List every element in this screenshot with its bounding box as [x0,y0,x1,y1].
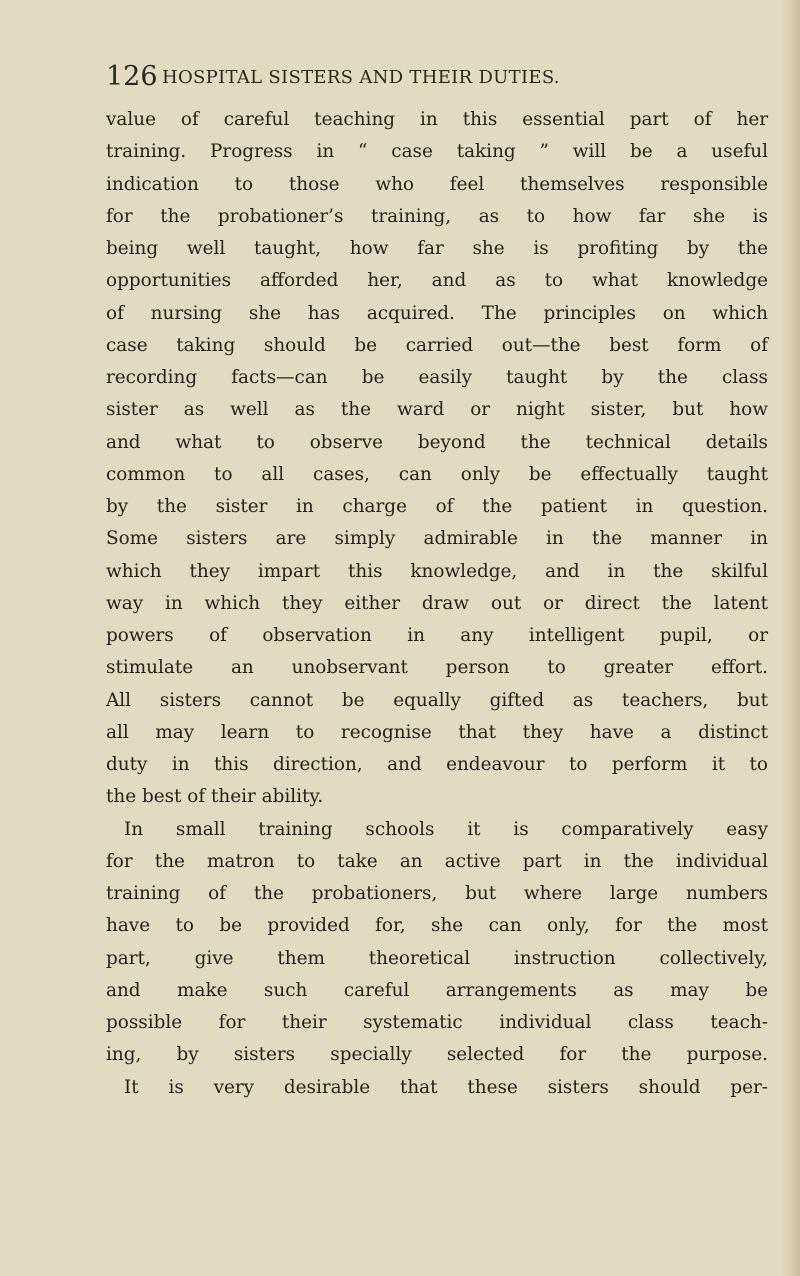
text-line: recording facts—can be easily taught by the class [106,367,768,388]
text-line: and make such careful arrangements as may be [106,979,768,1001]
body-text [106,104,768,1104]
text-line: duty in this direction, and endeavour to perform it to [106,754,768,775]
text-line: being well taught, how far she is profiting by the [106,238,768,259]
text-line: ing, by sisters specially selected for the purpose. [106,1044,768,1066]
text-line: training of the probationers, but where large numbers [106,883,768,904]
text-line: which they impart this knowledge, and in the skilful [106,560,768,582]
text-line: possible for their systematic individual class teach- [106,1012,768,1033]
page-header [106,60,706,94]
paragraph-start-line: In small training schools it is comparatively easy [124,818,768,840]
text-line: stimulate an unobservant person to greater effort. [106,657,768,679]
running-head: HOSPITAL SISTERS AND THEIR DUTIES. [162,67,560,88]
text-line: part, give them theoretical instruction collectively, [106,947,768,969]
text-line: indication to those who feel themselves responsible [106,173,768,195]
text-line: All sisters cannot be equally gifted as teachers, but [106,689,768,711]
text-line: sister as well as the ward or night sister, but how [106,399,768,421]
page-number: 126 [106,61,158,92]
text-line: powers of observation in any intelligent pupil, or [106,625,768,646]
text-line: have to be provided for, she can only, for the most [106,915,768,937]
text-line: of nursing she has acquired. The principles on which [106,302,768,324]
text-line: by the sister in charge of the patient in question. [106,496,768,517]
text-line: value of careful teaching in this essential part of her [106,109,768,130]
text-line: common to all cases, can only be effectually taught [106,463,768,485]
text-line: for the matron to take an active part in the individual [106,850,768,872]
text-line: the best of their ability. [106,786,324,808]
text-line: case taking should be carried out—the best form of [106,334,768,356]
text-line: way in which they either draw out or direct the latent [106,592,768,614]
text-line: opportunities afforded her, and as to what knowledge [106,270,768,292]
text-line: all may learn to recognise that they have a distinct [106,721,768,743]
page-edge-shadow [782,0,800,1276]
paragraph-start-line: It is very desirable that these sisters should per- [124,1076,768,1098]
text-line: and what to observe beyond the technical details [106,431,768,453]
text-line: Some sisters are simply admirable in the manner in [106,528,768,550]
text-line: for the probationer’s training, as to how far she is [106,205,768,227]
text-line: training. Progress in “ case taking ” will be a useful [106,141,768,163]
